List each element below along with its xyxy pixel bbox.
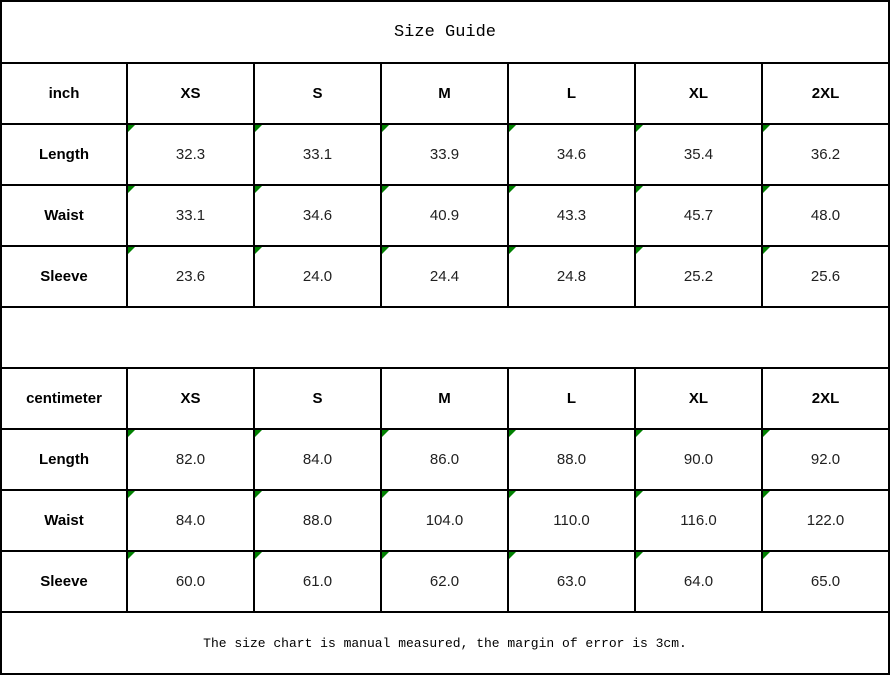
spacer-cell: [1, 307, 889, 368]
number-stored-as-text-flag-icon: [255, 186, 262, 193]
value-text: 34.6: [556, 146, 587, 163]
value-cell: [127, 124, 254, 185]
size-header-m: M: [381, 63, 508, 124]
value-text: 64.0: [683, 573, 714, 590]
number-stored-as-text-flag-icon: [382, 491, 389, 498]
footer-note: The size chart is manual measured, the margin of error is 3cm.: [1, 612, 889, 674]
value-cell: [508, 185, 635, 246]
page-title: Size Guide: [1, 1, 889, 63]
inch-header-row: [1, 63, 889, 124]
value-text: 25.2: [683, 268, 714, 285]
number-stored-as-text-flag-icon: [636, 552, 643, 559]
unit-header-inch: inch: [1, 63, 127, 124]
value-cell: [254, 551, 381, 612]
measure-label-sleeve: Sleeve: [1, 551, 127, 612]
value-text: 84.0: [302, 451, 333, 468]
number-stored-as-text-flag-icon: [636, 430, 643, 437]
value-text: 92.0: [810, 451, 841, 468]
value-cell: [381, 124, 508, 185]
number-stored-as-text-flag-icon: [128, 186, 135, 193]
value-cell: [381, 490, 508, 551]
value-text: 116.0: [680, 512, 717, 529]
value-text: 34.6: [302, 207, 333, 224]
number-stored-as-text-flag-icon: [636, 247, 643, 254]
cm-sleeve-row: [1, 551, 889, 612]
spacer-row: [1, 307, 889, 368]
value-cell: [381, 185, 508, 246]
value-cell: [381, 429, 508, 490]
number-stored-as-text-flag-icon: [128, 491, 135, 498]
value-cell: [127, 185, 254, 246]
number-stored-as-text-flag-icon: [636, 125, 643, 132]
inch-sleeve-row: [1, 246, 889, 307]
value-cell: [254, 429, 381, 490]
size-header-s: S: [254, 63, 381, 124]
value-cell: [254, 124, 381, 185]
value-text: 82.0: [175, 451, 206, 468]
number-stored-as-text-flag-icon: [763, 552, 770, 559]
value-text: 45.7: [683, 207, 714, 224]
size-header-xl: XL: [635, 368, 762, 429]
value-text: 65.0: [810, 573, 841, 590]
value-cell: [508, 124, 635, 185]
number-stored-as-text-flag-icon: [763, 491, 770, 498]
value-cell: [381, 551, 508, 612]
value-cell: [762, 429, 889, 490]
number-stored-as-text-flag-icon: [382, 247, 389, 254]
number-stored-as-text-flag-icon: [128, 430, 135, 437]
value-cell: [762, 185, 889, 246]
value-text: 90.0: [683, 451, 714, 468]
number-stored-as-text-flag-icon: [763, 186, 770, 193]
value-cell: [762, 246, 889, 307]
measure-label-waist: Waist: [1, 490, 127, 551]
value-cell: [508, 551, 635, 612]
cm-length-row: [1, 429, 889, 490]
value-text: 122.0: [806, 512, 845, 529]
value-text: 61.0: [302, 573, 333, 590]
footer-row: [1, 612, 889, 674]
number-stored-as-text-flag-icon: [763, 430, 770, 437]
value-text: 33.1: [302, 146, 333, 163]
value-text: 86.0: [429, 451, 460, 468]
value-text: 35.4: [683, 146, 714, 163]
number-stored-as-text-flag-icon: [636, 491, 643, 498]
number-stored-as-text-flag-icon: [128, 247, 135, 254]
value-text: 104.0: [425, 512, 464, 529]
value-cell: [127, 490, 254, 551]
value-cell: [762, 124, 889, 185]
value-text: 88.0: [556, 451, 587, 468]
number-stored-as-text-flag-icon: [255, 247, 262, 254]
number-stored-as-text-flag-icon: [509, 186, 516, 193]
number-stored-as-text-flag-icon: [255, 430, 262, 437]
value-text: 33.1: [175, 207, 206, 224]
value-text: 32.3: [175, 146, 206, 163]
value-cell: [508, 246, 635, 307]
value-text: 23.6: [175, 268, 206, 285]
value-cell: [508, 429, 635, 490]
value-cell: [381, 246, 508, 307]
value-cell: [635, 124, 762, 185]
value-cell: [635, 185, 762, 246]
number-stored-as-text-flag-icon: [763, 247, 770, 254]
value-cell: [254, 185, 381, 246]
measure-label-waist: Waist: [1, 185, 127, 246]
number-stored-as-text-flag-icon: [128, 552, 135, 559]
number-stored-as-text-flag-icon: [509, 491, 516, 498]
value-text: 60.0: [175, 573, 206, 590]
value-text: 62.0: [429, 573, 460, 590]
value-cell: [635, 429, 762, 490]
value-text: 48.0: [810, 207, 841, 224]
measure-label-sleeve: Sleeve: [1, 246, 127, 307]
value-cell: [127, 429, 254, 490]
value-cell: [635, 490, 762, 551]
title-row: [1, 1, 889, 63]
number-stored-as-text-flag-icon: [636, 186, 643, 193]
number-stored-as-text-flag-icon: [509, 125, 516, 132]
number-stored-as-text-flag-icon: [255, 491, 262, 498]
number-stored-as-text-flag-icon: [255, 125, 262, 132]
value-text: 43.3: [556, 207, 587, 224]
value-text: 84.0: [175, 512, 206, 529]
value-cell: [127, 551, 254, 612]
size-header-l: L: [508, 368, 635, 429]
value-cell: [508, 490, 635, 551]
size-header-s: S: [254, 368, 381, 429]
size-header-2xl: 2XL: [762, 63, 889, 124]
value-cell: [762, 490, 889, 551]
size-header-2xl: 2XL: [762, 368, 889, 429]
value-text: 110.0: [553, 512, 590, 529]
size-header-xl: XL: [635, 63, 762, 124]
value-cell: [762, 551, 889, 612]
number-stored-as-text-flag-icon: [128, 125, 135, 132]
number-stored-as-text-flag-icon: [763, 125, 770, 132]
value-cell: [635, 246, 762, 307]
size-header-xs: XS: [127, 368, 254, 429]
size-header-l: L: [508, 63, 635, 124]
measure-label-length: Length: [1, 429, 127, 490]
cm-waist-row: [1, 490, 889, 551]
inch-length-row: [1, 124, 889, 185]
value-cell: [127, 246, 254, 307]
value-text: 24.4: [429, 268, 460, 285]
measure-label-length: Length: [1, 124, 127, 185]
size-header-xs: XS: [127, 63, 254, 124]
value-text: 36.2: [810, 146, 841, 163]
number-stored-as-text-flag-icon: [382, 430, 389, 437]
value-text: 33.9: [429, 146, 460, 163]
value-text: 63.0: [556, 573, 587, 590]
value-cell: [254, 490, 381, 551]
value-cell: [635, 551, 762, 612]
number-stored-as-text-flag-icon: [509, 247, 516, 254]
number-stored-as-text-flag-icon: [509, 430, 516, 437]
unit-header-centimeter: centimeter: [1, 368, 127, 429]
size-header-m: M: [381, 368, 508, 429]
value-cell: [254, 246, 381, 307]
centimeter-header-row: [1, 368, 889, 429]
number-stored-as-text-flag-icon: [382, 552, 389, 559]
number-stored-as-text-flag-icon: [255, 552, 262, 559]
value-text: 88.0: [302, 512, 333, 529]
number-stored-as-text-flag-icon: [509, 552, 516, 559]
value-text: 40.9: [429, 207, 460, 224]
inch-waist-row: [1, 185, 889, 246]
value-text: 24.8: [556, 268, 587, 285]
value-text: 24.0: [302, 268, 333, 285]
number-stored-as-text-flag-icon: [382, 186, 389, 193]
number-stored-as-text-flag-icon: [382, 125, 389, 132]
value-text: 25.6: [810, 268, 841, 285]
